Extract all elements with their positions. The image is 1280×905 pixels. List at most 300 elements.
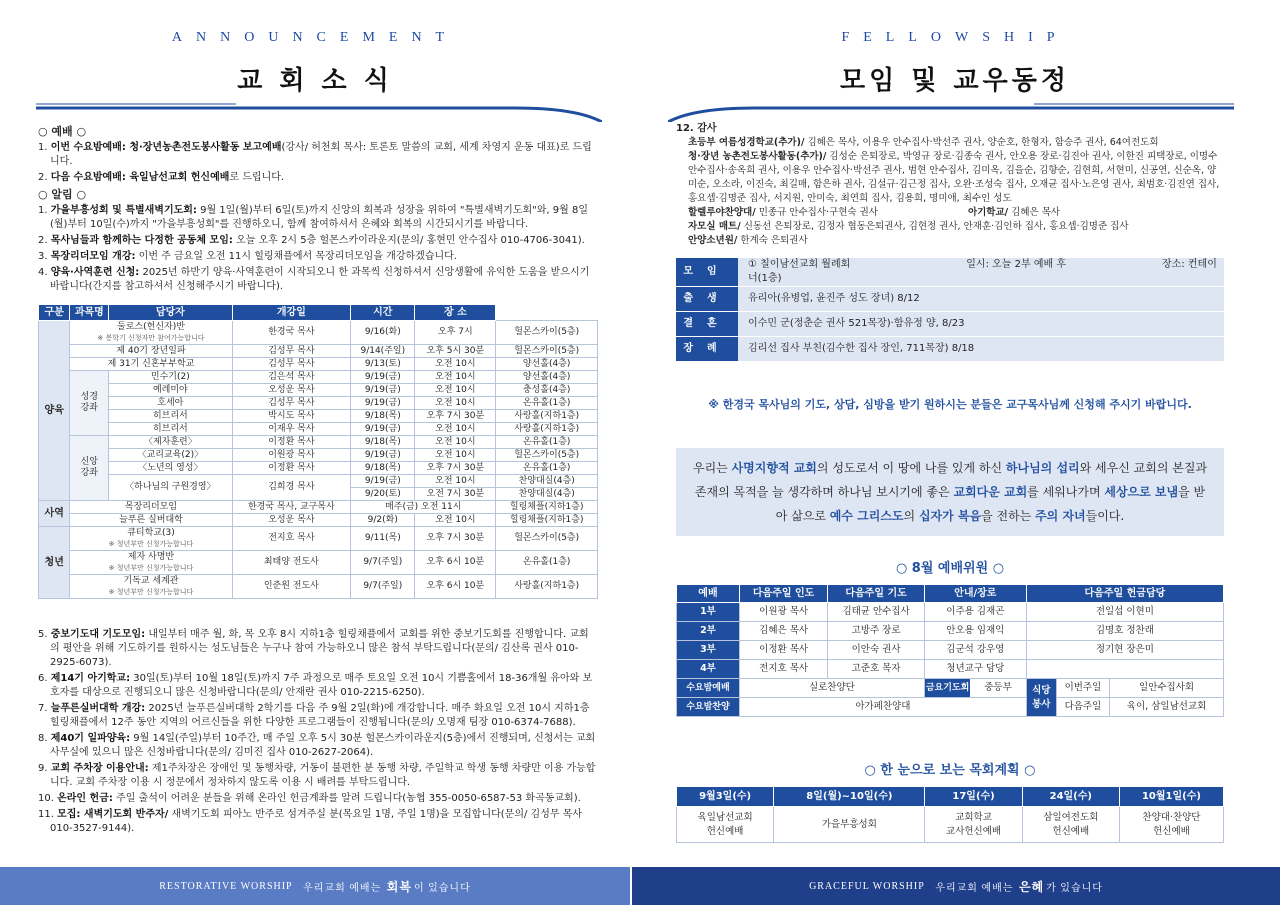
next-prayer: 김태균 안수집사 [828,603,925,622]
course-date: 9/20(토) [351,488,415,501]
wed-praise-label: 수요밤찬양 [677,698,740,717]
schedule-category: 양육 [39,321,70,501]
course-date: 9/18(목) [351,436,415,449]
worship-header: 다음주일 인도 [739,585,827,603]
course-date: 9/19(금) [351,371,415,384]
schedule-category: 사역 [39,501,70,527]
vision-keyword: 하나님의 섭리 [1005,461,1080,475]
vision-text: 우리는 [692,461,732,475]
notice-item [38,792,598,806]
notice-item-heading: 모집: 새벽기도회 반주자/ [57,809,169,820]
meal-service-label: 식당 봉사 [1026,679,1056,717]
course-name: 기독교 세계관 ※ 청년부만 신청가능합니다 [70,575,232,599]
news-row [676,287,1224,312]
notice-item [38,204,598,232]
thanks-item [688,234,1224,248]
course-teacher: 김성무 목사 [232,358,351,371]
right-footer-kor-a: 우리교회 예배는 [935,882,1014,894]
schedule-row [39,575,598,599]
worship-item-number: 2. [38,172,51,183]
course-place: 헐몬스카이(5층) [496,321,598,345]
course-place: 헐몬스카이(5층) [496,527,598,551]
notice-section-heading: ○ 알림 ○ [38,188,87,201]
course-teacher: 최태양 전도사 [232,551,351,575]
course-teacher: 오성운 목사 [232,384,351,397]
fellowship-title: 모임 및 교우동정 [840,66,1070,96]
announcement-content-2 [38,628,598,838]
schedule-subcategory: 성경 강좌 [70,371,109,436]
schedule-row [39,436,598,449]
announcement-title: 교 회 소 식 [237,66,393,96]
course-date: 9/18(목) [351,462,415,475]
notice-item [38,672,598,700]
course-place: 양선홀(4층) [496,358,598,371]
right-footer [632,867,1280,905]
meal-next-week-value: 육이, 삼일남선교회 [1110,698,1224,717]
course-teacher: 이정환 목사 [232,436,351,449]
plan-date: 10월1일(수) [1119,787,1223,807]
course-place: 사랑홀(지하1층) [496,423,598,436]
notice-item [38,266,598,294]
notice-item-heading: 제14기 아기학교: [50,673,131,684]
worship-staff-section [676,562,1224,717]
plan-date: 8일(월)~10일(수) [774,787,925,807]
course-name: 〈하나님의 구원경영〉 [109,475,232,501]
usher-elder: 김군석 강우영 [924,641,1026,660]
announcement-eng-title: ANNOUNCEMENT [171,30,459,45]
notice-item-number: 4. [38,267,51,278]
course-time: 오전 10시 [415,436,496,449]
info-section [676,258,1224,362]
header-curve-decoration [668,100,1234,122]
plan-date: 24일(수) [1022,787,1119,807]
notice-item-heading: 목장리더모임 개강: [50,251,136,262]
thanks-group: 청·장년 농촌전도봉사활동(추가)/ [688,151,827,162]
wed-worship-value: 실로찬양단 [739,679,924,698]
schedule-row [39,345,598,358]
thanks-names: 민종규 안수집사·구현숙 권사 [755,207,878,218]
schedule-row [39,397,598,410]
header-curve-decoration [36,100,602,122]
worship-staff-title: ○ 8월 예배위원 ○ [895,561,1005,576]
training-schedule-table [38,304,598,599]
news-label: 모임 [676,258,738,287]
fellowship-page [640,0,1270,867]
course-place: 사랑홀(지하1층) [496,575,598,599]
thanks-section [676,122,1224,248]
vision-text: 을 전하는 [981,509,1036,523]
vision-text: 와 세우신 교회의 본질과 존재의 목적을 늘 생각하며 하나님 보시기에 좋은 [694,461,1208,499]
notice-item-text: 주일 출석이 어려운 분들을 위해 온라인 헌금계좌를 알려 드립니다(농협 355-0050-6587-53 화곡동교회). [112,793,581,804]
vision-keyword: 사명지향적 교회 [731,461,817,475]
notice-list [38,204,598,294]
next-leader: 이정환 목사 [739,641,827,660]
meal-this-week-value: 일안수집사회 [1110,679,1224,698]
thanks-names: 김혜은 목사 [1008,207,1061,218]
announcement-content [38,122,598,296]
left-footer [0,867,630,905]
course-teacher: 이재우 목사 [232,423,351,436]
course-date: 9/19(금) [351,449,415,462]
notice-item-number: 5. [38,629,51,640]
friday-prayer-value: 중등부 [984,682,1012,693]
vision-text: 의 성도로서 이 땅에 나를 있게 하신 [816,461,1006,475]
thanks-group: 초등부 여름성경학교(추가)/ [688,137,805,148]
meal-this-week-label: 이번주일 [1056,679,1109,698]
vision-text: 의 [903,509,919,523]
news-text [738,337,1224,362]
notice-item-text: 새벽기도회 피아노 반주로 섬겨주실 분(목요일 1명, 주일 1명)을 모집합니다(문의/ 김성무 목사 010-3527-9144). [50,809,583,834]
notice-item-number: 6. [38,673,51,684]
course-teacher: 전지호 목사 [232,527,351,551]
course-name: 제 31기 신혼부부학교 [70,358,232,371]
schedule-header: 담당자 [109,305,232,321]
worship-list [38,141,598,185]
right-footer-kor-c: 가 있습니다 [1046,882,1103,894]
news-time: 일시: 오늘 2부 예배 후 [966,259,1066,270]
course-date: 9/7(주일) [351,551,415,575]
notice-item-text: 제1주차장은 장애인 및 동행차량, 거동이 불편한 분 동행 차량, 주일학교 학생 동행 차량만 이용 가능합니다. 교회 주차장 이용 시 정문에서 정차하지 않도록 이용 시 배려를 부탁드립니다. [50,763,596,788]
next-prayer: 고준호 목자 [828,660,925,679]
schedule-row [39,384,598,397]
worship-row [677,660,1224,679]
schedule-header: 개강일 [232,305,351,321]
usher-elder: 청년교구 담당 [924,660,1026,679]
news-label: 결혼 [676,312,738,337]
schedule-header: 장 소 [415,305,496,321]
notice-item-text: 2025년 하반기 양육·사역훈련이 시작되오니 한 과목씩 신청하셔서 신앙생활에 유익한 도움을 받으시기 바랍니다(간지를 참고하셔서 신청해주시기 바랍니다). [50,267,590,292]
left-footer-kor-c: 이 있습니다 [413,882,471,894]
notice-list-continued [38,628,598,836]
course-place: 충성홀(4층) [496,384,598,397]
next-prayer: 이안숙 권사 [828,641,925,660]
schedule-row [39,501,598,514]
course-teacher: 박시도 목사 [232,410,351,423]
course-teacher: 오성운 목사 [232,514,351,527]
notice-item-heading: 양육·사역훈련 신청: [50,267,140,278]
service-name: 3부 [677,641,740,660]
course-place: 힐링채플(지하1층) [496,501,598,514]
course-name: 히브리서 [109,410,232,423]
next-leader: 이원광 목사 [739,603,827,622]
course-date: 9/19(금) [351,384,415,397]
worship-item-heading: 이번 수요밤예배: 청·장년농촌전도봉사활동 보고예배 [50,142,282,153]
schedule-table-wrap [38,304,598,599]
notice-item-heading: 제40기 일파양육: [50,733,131,744]
course-teacher: 김은석 목사 [232,371,351,384]
course-date: 9/16(화) [351,321,415,345]
news-label: 장례 [676,337,738,362]
offering-staff: 전일섭 이현미 [1026,603,1223,622]
worship-row [677,641,1224,660]
worship-item-text: 로 드립니다. [229,172,285,183]
schedule-header: 시간 [351,305,415,321]
thanks-list [676,136,1224,248]
thanks-names: 신동선 은퇴장로, 김정자 협동은퇴권사, 김현정 권사, 안재훈·김인하 집사, 홍요셉·김명준 집사 [740,221,1129,232]
notice-item-number: 7. [38,703,51,714]
schedule-row [39,371,598,384]
notice-item-number: 8. [38,733,51,744]
schedule-row [39,321,598,345]
vision-keyword: 세상으로 보냄 [1104,485,1179,499]
worship-item [38,141,598,169]
schedule-row [39,410,598,423]
notice-item-text: 9월 14일(주일)부터 10주간, 매 주일 오후 5시 30분 헐몬스카이라운지(5층)에서 진행되며, 신청서는 교회사무실에 있으니 많은 신청바랍니다(문의/ 김미진 집사 010-2627-2064). [50,733,596,758]
news-label: 출생 [676,287,738,312]
course-note: ※ 청년부만 신청가능합니다 [108,587,194,596]
course-date: 9/19(금) [351,397,415,410]
schedule-header: 구분 [39,305,70,321]
schedule-row [39,423,598,436]
worship-header: 다음주일 헌금담당 [1026,585,1223,603]
course-date: 9/14(주일) [351,345,415,358]
thanks-names: 김혜은 목사, 이용우 안수집사·박선주 권사, 양순호, 한형자, 함승주 권사, 64여전도회 [804,137,1159,148]
plan-date: 9월3일(수) [677,787,774,807]
course-teacher: 이정환 목사 [232,462,351,475]
course-date: 9/18(목) [351,410,415,423]
course-name: 예레미야 [109,384,232,397]
schedule-row [39,527,598,551]
course-name: 히브리서 [109,423,232,436]
news-main: 유리아(유병업, 윤진주 성도 장녀) 8/12 [748,293,920,304]
counseling-notice: ※ 한경국 목사님의 기도, 상담, 심방을 받기 원하시는 분들은 교구목사님께 신청해 주시기 바랍니다. [708,398,1192,411]
schedule-category: 청년 [39,527,70,599]
news-row [676,312,1224,337]
notice-item-number: 10. [38,793,58,804]
course-time: 오후 7시 30분 [415,410,496,423]
course-teacher: 한경국 목사 [232,321,351,345]
notice-item-heading: 온라인 헌금: [57,793,113,804]
notice-item-text: 오늘 오후 2시 5층 헐몬스카이라운지(문의/ 홍현민 안수집사 010-4706-3041). [232,235,585,246]
vision-text: 을 받아 삶으로 [775,485,1206,523]
vision-keyword: 예수 그리스도 [829,509,904,523]
notice-item [38,762,598,790]
notice-item-heading: 교회 주차장 이용안내: [50,763,149,774]
pastoral-plan-table [676,786,1224,843]
course-date: 9/11(목) [351,527,415,551]
schedule-row [39,358,598,371]
notice-item-number: 1. [38,205,51,216]
vision-statement [676,448,1224,536]
offering-staff: 김명호 정찬래 [1026,622,1223,641]
notice-item-number: 2. [38,235,51,246]
notice-item [38,732,598,760]
course-name: 둘로스(헌신자)반 ※ 봉학기 신청자만 참여가능합니다 [70,321,232,345]
schedule-subcategory: 신앙 강좌 [70,436,109,501]
course-date: 9/13(토) [351,358,415,371]
thanks-heading: 12. 감사 [676,123,717,134]
worship-header: 다음주일 기도 [828,585,925,603]
thanks-group: 자모실 매트/ [688,221,741,232]
worship-header: 안내/장로 [924,585,1026,603]
wed-praise-value: 아가페찬양대 [739,698,1026,717]
course-name: 늘푸른 실버대학 [70,514,232,527]
schedule-header: 과목명 [70,305,109,321]
thanks-group: 할렐루야찬양대/ [688,207,756,218]
news-text [738,258,1224,287]
thanks-item [688,220,1224,234]
course-place: 온유홀(1층) [496,397,598,410]
course-time: 오전 10시 [415,358,496,371]
offering-staff: 정기현 장은미 [1026,641,1223,660]
notice-item-number: 11. [38,809,58,820]
course-time: 오후 5시 30분 [415,345,496,358]
plan-date: 17일(수) [925,787,1022,807]
notice-item [38,628,598,670]
notice-item-number: 3. [38,251,51,262]
friday-prayer-label: 금요기도회 [925,679,970,697]
course-name: 〈노년의 영성〉 [109,462,232,475]
notice-item-text: 30일(토)부터 10월 18일(토)까지 7주 과정으로 매주 토요일 오전 10시 기쁨홀에서 18-36개월 유아와 보호자를 대상으로 진행되오니 많은 신청바랍니다(문의/ 안재란 권사 010-2215-6250). [50,673,593,698]
course-place: 온유홀(1층) [496,462,598,475]
course-note: ※ 봉학기 신청자만 참여가능합니다 [97,333,205,342]
course-time: 오후 7시 30분 [415,462,496,475]
right-footer-keyword: 은혜 [1018,879,1045,894]
right-footer-eng: GRACEFUL WORSHIP [809,880,925,892]
wed-worship-label: 수요밤예배 [677,679,740,698]
course-place: 사랑홀(지하1층) [496,410,598,423]
schedule-row [39,449,598,462]
service-name: 1부 [677,603,740,622]
offering-staff [1026,660,1223,679]
pastor-notice [676,398,1224,412]
plan-event: 가을부흥성회 [774,807,925,843]
left-footer-eng: RESTORATIVE WORSHIP [159,880,293,892]
worship-extra-row [677,679,1224,698]
course-name: 제자 사명반 ※ 청년부만 신청가능합니다 [70,551,232,575]
course-name: 〈제자훈련〉 [109,436,232,449]
course-name: 제 40기 장년일파 [70,345,232,358]
course-time: 오전 10시 [415,384,496,397]
worship-item-heading: 다음 수요밤예배: 육일남선교회 헌신예배 [50,172,230,183]
course-teacher: 김성무 목사 [232,397,351,410]
worship-extra-row [677,698,1224,717]
service-name: 2부 [677,622,740,641]
notice-item [38,234,598,248]
left-footer-keyword: 회복 [386,879,412,894]
notice-item-number: 9. [38,763,51,774]
news-main: 김리선 집사 부친(김수한 집사 장인, 711목장) 8/18 [748,343,975,354]
news-row [676,258,1224,287]
course-time: 오전 10시 [415,397,496,410]
notice-item-heading: 늘푸른실버대학 개강: [50,703,146,714]
course-note: ※ 청년부만 신청가능합니다 [108,563,194,572]
notice-item [38,250,598,264]
worship-item-number: 1. [38,142,51,153]
plan-event: 삼일여전도회 헌신예배 [1022,807,1119,843]
fellowship-eng-title: FELLOWSHIP [841,30,1069,45]
course-date: 9/7(주일) [351,575,415,599]
course-place: 온유홀(1층) [496,436,598,449]
course-date: 9/19(금) [351,475,415,488]
vision-keyword: 교회다운 교회 [953,485,1028,499]
plan-event: 찬양대·찬양단 헌신예배 [1119,807,1223,843]
course-date: 9/2(화) [351,514,415,527]
notice-item-text: 이번 주 금요일 오전 11시 힐링채플에서 목장리더모임을 개강하겠습니다. [135,251,457,262]
course-name: 〈교리교육(2)〉 [109,449,232,462]
schedule-row [39,475,598,488]
thanks-names: 한계숙 은퇴권사 [737,235,808,246]
church-vision [676,448,1224,536]
worship-row [677,603,1224,622]
course-time: 오전 10시 [415,371,496,384]
worship-row [677,622,1224,641]
notice-item-heading: 가을부흥성회 및 특별새벽기도회: [50,205,197,216]
course-time: 오후 7시 [415,321,496,345]
course-teacher: 김성무 목사 [232,345,351,358]
plan-event: 육일남선교회 헌신예배 [677,807,774,843]
course-place: 헐몬스카이(5층) [496,449,598,462]
worship-item [38,171,598,185]
thanks-group: 아기학교/ [967,207,1009,218]
next-prayer: 고방주 장로 [828,622,925,641]
course-teacher: 한경국 목사, 교구목사 [232,501,351,514]
course-note: ※ 청년부만 신청가능합니다 [108,539,194,548]
thanks-item [688,150,1224,206]
meal-next-week-label: 다음주일 [1056,698,1109,717]
course-teacher: 인준원 전도사 [232,575,351,599]
course-time: 오전 10시 [415,423,496,436]
news-text [738,287,1224,312]
course-name: 호세아 [109,397,232,410]
vision-text: 들이다. [1085,509,1125,523]
schedule-row [39,462,598,475]
course-place: 헐몬스카이(5층) [496,345,598,358]
notice-item-heading: 중보기도대 기도모임: [50,629,146,640]
thanks-item [688,206,1224,220]
course-place: 찬양대실(4층) [496,488,598,501]
course-time: 오후 6시 10분 [415,551,496,575]
notice-item [38,702,598,730]
schedule-row [39,551,598,575]
vision-keyword: 주의 자녀 [1035,509,1086,523]
course-name: 목장리더모임 [70,501,232,514]
announcement-page [0,0,630,867]
worship-section-heading: ○ 예배 ○ [38,125,87,138]
notice-item-text: 내일부터 매주 월, 화, 목 오후 8시 지하1층 힐링채플에서 교회를 위한 중보기도회를 진행합니다. 교회의 평안을 위해 기도하기를 원하시는 성도님들은 누구나 참여 가능하오니 많은 참석 부탁드립니다(문의/ 김산록 권사 010-2925-6073). [50,629,589,668]
vision-text: 를 세워나가며 [1027,485,1105,499]
course-time: 오전 10시 [415,475,496,488]
course-time: 오후 6시 10분 [415,575,496,599]
next-leader: 김혜은 목사 [739,622,827,641]
plan-event: 교회학교 교사헌신예배 [925,807,1022,843]
course-date: 9/19(금) [351,423,415,436]
course-time: 오전 7시 30분 [415,488,496,501]
notice-item-text: 2025년 늘푸른실버대학 2학기를 다음 주 9월 2일(화)에 개강합니다. 매주 화요일 오전 10시 지하1층 힐링채플에서 12주 동안 지역의 어르신들을 위한 다양한 프로그램들이 진행됩니다(문의/ 오명재 팀장 010-6374-7688). [50,703,590,728]
schedule-row [39,514,598,527]
plan-section [676,764,1224,843]
course-date: 매주(금) 오전 11시 [351,501,496,514]
course-place: 힐링채플(지하1층) [496,514,598,527]
worship-header: 예배 [677,585,740,603]
vision-keyword: 십자가 복음 [918,509,982,523]
notice-item [38,808,598,836]
thanks-names: 김성순 은퇴장로, 박영규 장로·김종숙 권사, 안오용 장로·김진아 권사, 이한진 피택장로, 이명수 안수집사·송옥희 권사, 이용우 안수집사·박선주 권사, 범현 안수집사, 김미옥, 김을순, 김향순, 김현희, 서현미, 신공연, 신순옥, 양미순, 오소라, 이진숙, 최길매, 함은하 권사, 김설규·김근정 집사, 오완·조성숙 집사, 오재균 집사·노은영 권사, 최범호·김진연 집사, 홍요셉·김명준 집사, 서지원, 안미숙, 최연희 집사, 김용희, 명미애, 최수인 성도 [688,151,1220,204]
course-place: 양선홀(4층) [496,371,598,384]
course-name: 큐티학교(3) ※ 청년부만 신청가능합니다 [70,527,232,551]
course-time: 오전 10시 [415,514,496,527]
plan-title: ○ 한 눈으로 보는 목회계획 ○ [864,763,1036,778]
course-teacher: 이원광 목사 [232,449,351,462]
course-teacher: 김희경 목사 [232,475,351,501]
course-place: 온유홀(1층) [496,551,598,575]
notice-item-text: 9월 1일(월)부터 6일(토)까지 신앙의 회복과 성장을 위하여 "특별새벽기도회"와, 9월 8일(월)부터 10일(수)까지 "가을부흥성회"를 진행하오니, 함께 참여하셔서 은혜와 회복의 시간되시기를 바랍니다. [50,205,588,230]
news-main: ① 칠이남선교회 월례회 [748,259,851,270]
thanks-item [688,136,1224,150]
thanks-group: 안양소년원/ [688,235,738,246]
news-row [676,337,1224,362]
next-leader: 전지호 목사 [739,660,827,679]
